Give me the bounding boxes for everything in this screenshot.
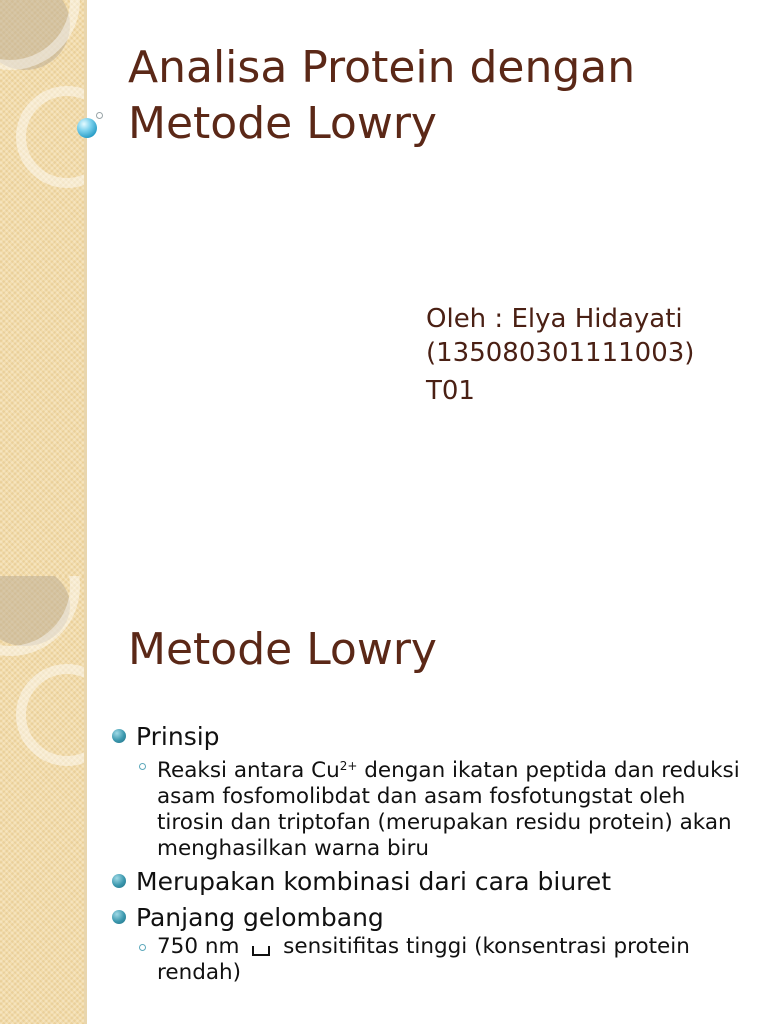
sidebar-ring (16, 86, 84, 188)
decorative-sidebar (0, 0, 84, 576)
decorative-sidebar (0, 576, 84, 1024)
blue-orb-icon (77, 118, 97, 138)
arrow-symbol-icon (252, 946, 270, 956)
bullet-text: Prinsip (136, 722, 220, 751)
bullet-text: Panjang gelombang (136, 903, 384, 932)
superscript-charge: 2+ (339, 759, 358, 773)
author-nim: (135080301111003) (426, 338, 695, 368)
author-class: T01 (426, 376, 475, 406)
slide-title: Analisa Protein dengan Metode Lowry (128, 42, 636, 149)
bullet-item (112, 721, 752, 753)
sidebar-edge (84, 576, 87, 1024)
bullet-text: Merupakan kombinasi dari cara biuret (136, 867, 612, 896)
bullet-item (112, 902, 752, 934)
bullet-list (112, 721, 752, 990)
sub-bullet-item (112, 753, 752, 862)
sub-bullet-value: 750 nm (157, 934, 240, 959)
sidebar-edge (84, 0, 87, 576)
author-block (426, 302, 694, 408)
author-name: Oleh : Elya Hidayati (426, 304, 683, 334)
teal-ball-bullet-icon (112, 910, 126, 924)
sidebar-ring (0, 0, 80, 70)
sub-bullet-text-end: dengan ikatan peptida dan reduksi asam fosfomolibdat dan asam fosfotungstat oleh tirosin dan triptofan (merupakan residu protein) akan menghasilkan warna biru (157, 758, 740, 861)
sidebar-ring (16, 664, 84, 766)
sub-bullet-text: sensitifitas tinggi (konsentrasi protein rendah) (157, 934, 690, 985)
circle-bullet-icon (139, 763, 146, 770)
sidebar-ring (0, 576, 80, 656)
sub-bullet-item (112, 934, 752, 986)
slide-title: Metode Lowry (128, 624, 437, 675)
circle-bullet-icon (139, 944, 146, 951)
sub-bullet-text-start: Reaksi antara Cu (157, 758, 340, 783)
teal-ball-bullet-icon (112, 874, 126, 888)
small-circle-icon (96, 112, 103, 119)
teal-ball-bullet-icon (112, 729, 126, 743)
bullet-item (112, 866, 752, 898)
content-slide (0, 576, 768, 1024)
